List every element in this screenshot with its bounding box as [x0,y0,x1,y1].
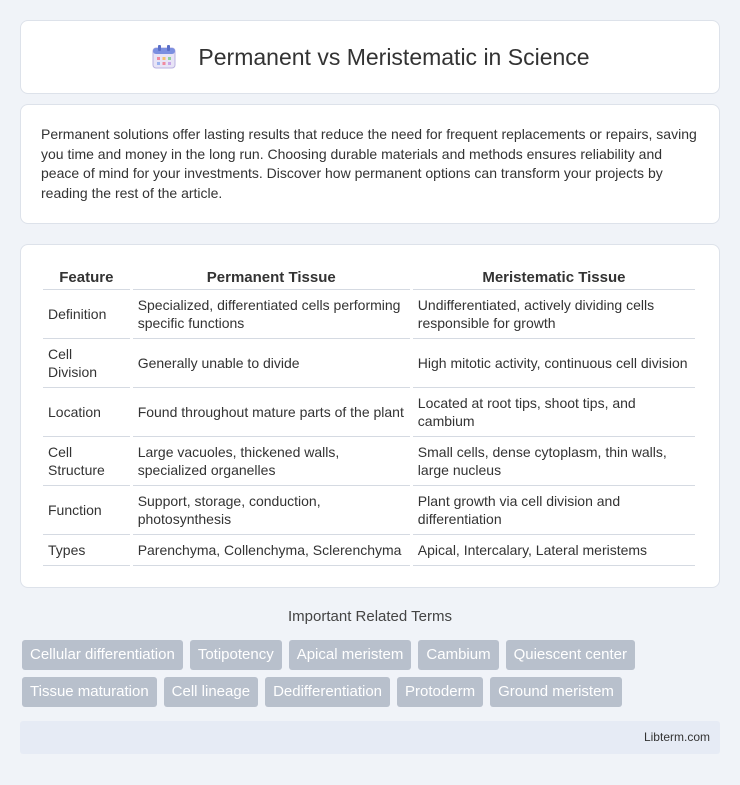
tag-ground-meristem[interactable]: Ground meristem [490,677,622,707]
header-feature: Feature [43,265,130,290]
cell-permanent: Support, storage, conduction, photosynthesis [133,486,410,535]
cell-meristematic: Located at root tips, shoot tips, and cambium [413,388,695,437]
cell-permanent: Parenchyma, Collenchyma, Sclerenchyma [133,535,410,566]
table-row [43,388,695,437]
comparison-table [40,265,698,566]
footer [20,721,720,754]
tag-cambium[interactable]: Cambium [418,640,498,670]
page-title: Permanent vs Meristematic in Science [198,43,590,70]
header-meristematic: Meristematic Tissue [413,265,695,290]
header-permanent: Permanent Tissue [133,265,410,290]
intro-text: Permanent solutions offer lasting results that reduce the need for frequent replacements or repairs, saving you time and money in the long run. Choosing durable materials and methods ensures reliability and peace of mind for your investments. Discover how permanent options can transform your projects by reading the rest of the article. [41,126,697,201]
tag-row [22,677,722,707]
tag-quiescent-center[interactable]: Quiescent center [506,640,635,670]
tag-row [22,640,722,670]
related-terms-title: Important Related Terms [288,608,452,625]
tag-totipotency[interactable]: Totipotency [190,640,282,670]
related-terms-list [22,640,722,714]
table-row [43,437,695,486]
cell-feature: Location [43,388,130,437]
cell-meristematic: Apical, Intercalary, Lateral meristems [413,535,695,566]
cell-feature: Function [43,486,130,535]
cell-permanent: Specialized, differentiated cells performing specific functions [133,290,410,339]
cell-permanent: Generally unable to divide [133,339,410,388]
cell-feature: Types [43,535,130,566]
cell-feature: Cell Division [43,339,130,388]
cell-meristematic: Small cells, dense cytoplasm, thin walls, large nucleus [413,437,695,486]
table-row [43,486,695,535]
footer-site-link[interactable]: Libterm.com [643,730,710,744]
comparison-card [20,244,720,588]
table-header-row [43,265,695,290]
tag-cellular-differentiation[interactable]: Cellular differentiation [22,640,183,670]
cell-feature: Cell Structure [43,437,130,486]
table-row [43,535,695,566]
cell-meristematic: Undifferentiated, actively dividing cells responsible for growth [413,290,695,339]
calendar-icon [150,43,178,71]
table-row [43,290,695,339]
cell-permanent: Large vacuoles, thickened walls, specialized organelles [133,437,410,486]
tag-tissue-maturation[interactable]: Tissue maturation [22,677,157,707]
cell-permanent: Found throughout mature parts of the plant [133,388,410,437]
cell-meristematic: Plant growth via cell division and differentiation [413,486,695,535]
tag-dedifferentiation[interactable]: Dedifferentiation [265,677,390,707]
cell-meristematic: High mitotic activity, continuous cell division [413,339,695,388]
table-row [43,339,695,388]
tag-protoderm[interactable]: Protoderm [397,677,483,707]
intro-card [20,104,720,224]
cell-feature: Definition [43,290,130,339]
tag-cell-lineage[interactable]: Cell lineage [164,677,258,707]
title-card [20,20,720,94]
tag-apical-meristem[interactable]: Apical meristem [289,640,412,670]
